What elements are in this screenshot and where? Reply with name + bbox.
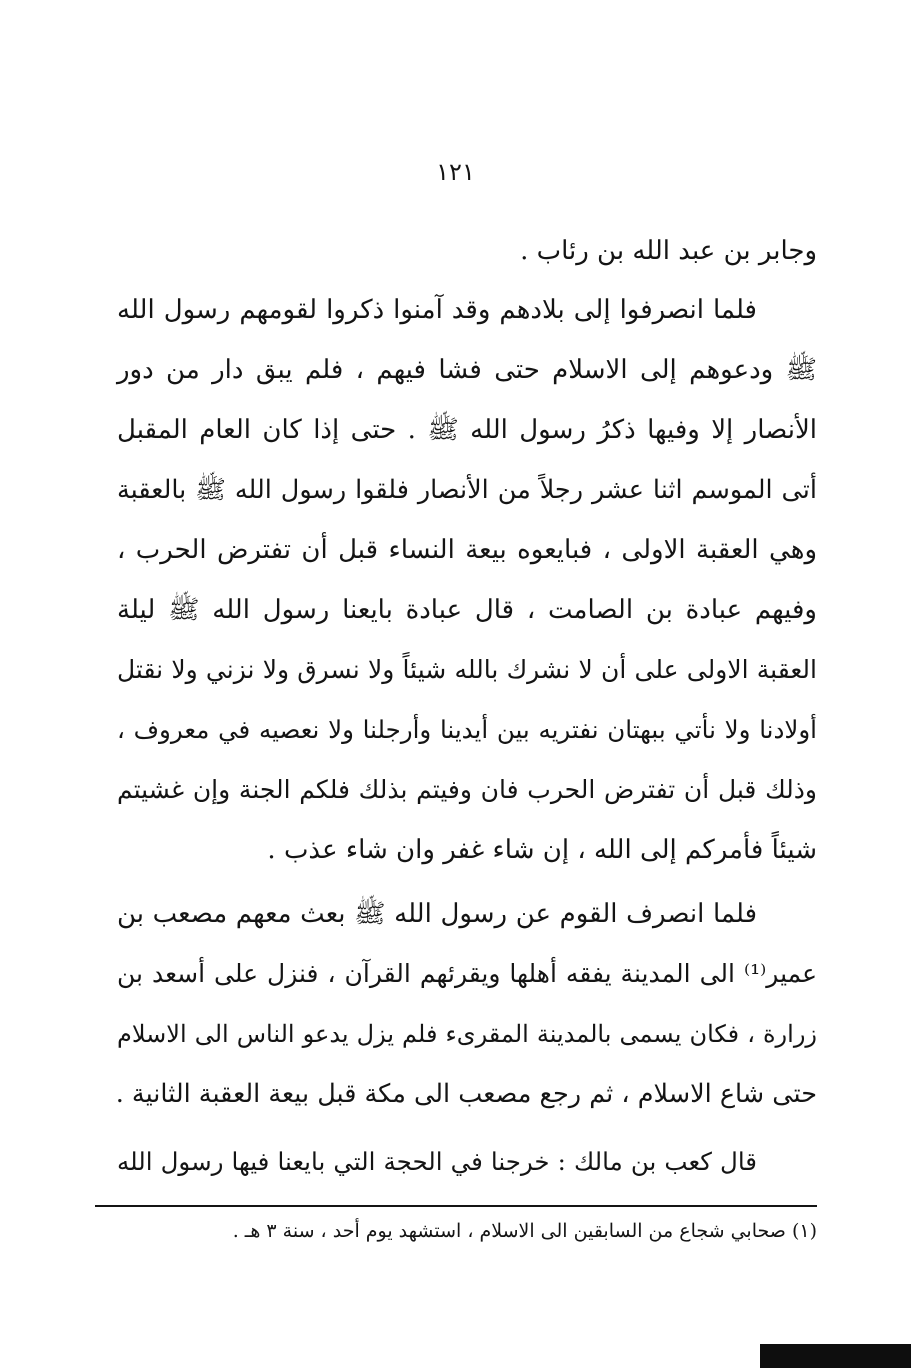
footnote: (١) صحابي شجاع من السابقين الى الاسلام ، استشهد يوم أحد ، سنة ٣ هـ .	[232, 1220, 817, 1242]
footnote-separator	[95, 1205, 817, 1207]
page-number: ١٢١	[436, 158, 475, 186]
text-line: وذلك قبل أن تفترض الحرب فان وفيتم بذلك فلكم الجنة وإن غشيتم	[117, 775, 817, 804]
text-line: وجابر بن عبد الله بن رئاب .	[520, 236, 817, 266]
scan-edge-mark	[760, 1344, 911, 1368]
text-line: حتى شاع الاسلام ، ثم رجع مصعب الى مكة قبل بيعة العقبة الثانية .	[115, 1079, 817, 1109]
text-line: وهي العقبة الاولى ، فبايعوه بيعة النساء قبل أن تفترض الحرب ،	[117, 535, 817, 565]
text-line: زرارة ، فكان يسمى بالمدينة المقرىء فلم يزل يدعو الناس الى الاسلام	[117, 1020, 817, 1048]
paragraph-4	[117, 1132, 817, 1192]
text-line: شيئاً فأمركم إلى الله ، إن شاء غفر وان شاء عذب .	[267, 835, 817, 865]
text-line: أولادنا ولا نأتي ببهتان نفتريه بين أيدينا وأرجلنا ولا نعصيه في معروف ،	[117, 715, 817, 744]
text-line: قال كعب بن مالك : خرجنا في الحجة التي بايعنا فيها رسول الله	[117, 1147, 757, 1176]
text-line: العقبة الاولى على أن لا نشرك بالله شيئاً ولا نسرق ولا نزني ولا نقتل	[117, 655, 817, 684]
text-line: أتى الموسم اثنا عشر رجلاً من الأنصار فلقوا رسول الله ﷺ بالعقبة	[117, 475, 817, 505]
paragraph-3	[117, 884, 817, 1124]
text-line: وفيهم عبادة بن الصامت ، قال عبادة بايعنا رسول الله ﷺ ليلة	[117, 595, 817, 625]
text-line: الأنصار إلا وفيها ذكرُ رسول الله ﷺ . حتى إذا كان العام المقبل	[117, 415, 817, 445]
text-line: ﷺ ودعوهم إلى الاسلام حتى فشا فيهم ، فلم يبق دار من دور	[117, 355, 817, 385]
text-line: عمير⁽¹⁾ الى المدينة يفقه أهلها ويقرئهم القرآن ، فنزل على أسعد بن	[117, 959, 817, 988]
paragraph-1	[117, 221, 817, 281]
paragraph-2	[117, 280, 817, 880]
text-line: فلما انصرف القوم عن رسول الله ﷺ بعث معهم مصعب بن	[117, 899, 757, 929]
text-line: فلما انصرفوا إلى بلادهم وقد آمنوا ذكروا لقومهم رسول الله	[117, 295, 757, 325]
